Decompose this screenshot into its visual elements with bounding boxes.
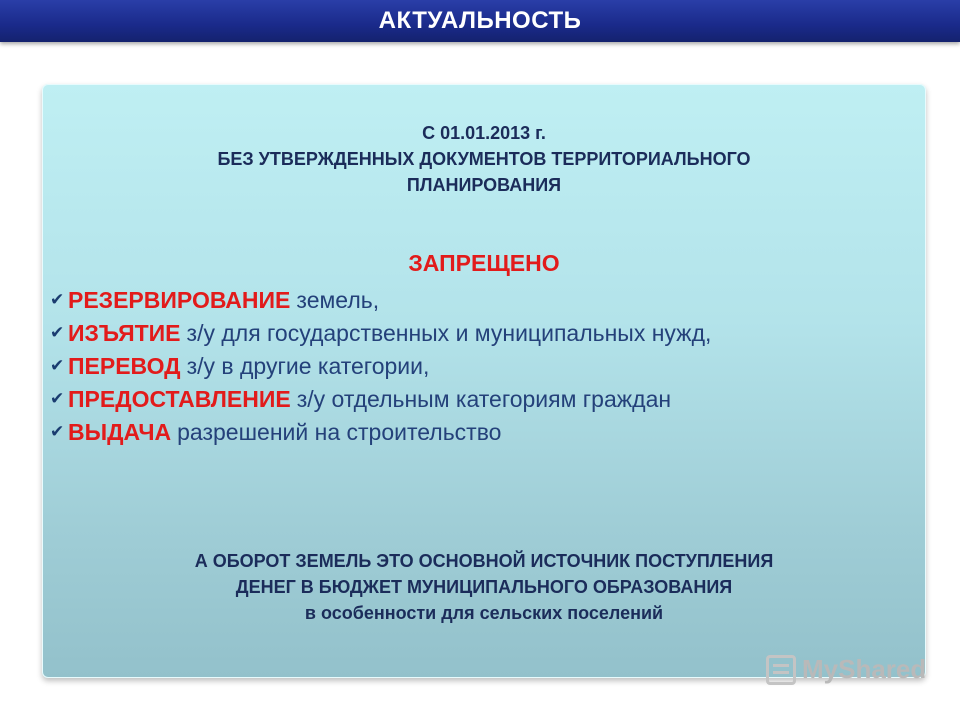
title-bar: [0, 0, 960, 42]
item-keyword: ИЗЪЯТИЕ: [68, 320, 181, 346]
item-keyword: ПРЕДОСТАВЛЕНИЕ: [68, 386, 291, 412]
footer-line-2: ДЕНЕГ В БЮДЖЕТ МУНИЦИПАЛЬНОГО ОБРАЗОВАНИЯ: [235, 577, 733, 597]
content-panel: [42, 84, 926, 678]
list-item: [50, 383, 920, 416]
checkmark-icon: ✔: [50, 389, 65, 409]
checkmark-icon: ✔: [50, 356, 65, 376]
item-keyword: РЕЗЕРВИРОВАНИЕ: [68, 287, 291, 313]
item-keyword: ВЫДАЧА: [68, 419, 172, 445]
list-item: [50, 284, 920, 317]
header-block: [42, 120, 926, 198]
header-line-1: БЕЗ УТВЕРЖДЕННЫХ ДОКУМЕНТОВ ТЕРРИТОРИАЛЬНОГО: [217, 149, 751, 169]
header-date: С 01.01.2013 г.: [422, 123, 546, 143]
list-item: [50, 416, 920, 449]
watermark: [766, 654, 926, 685]
watermark-text: MyShared: [802, 654, 927, 684]
item-text: разрешений на строительство: [177, 419, 502, 445]
presentation-board-icon: [766, 655, 796, 685]
slide-title: АКТУАЛЬНОСТЬ: [378, 7, 582, 34]
item-keyword: ПЕРЕВОД: [68, 353, 181, 379]
checkmark-icon: ✔: [50, 323, 65, 343]
footer-line-1: А ОБОРОТ ЗЕМЕЛЬ ЭТО ОСНОВНОЙ ИСТОЧНИК ПОСТУПЛЕНИЯ: [194, 551, 774, 571]
item-text: з/у в другие категории,: [186, 353, 430, 379]
forbidden-heading: ЗАПРЕЩЕНО: [408, 250, 560, 276]
checkmark-icon: ✔: [50, 290, 65, 310]
item-text: земель,: [296, 287, 380, 313]
list-item: [50, 317, 920, 350]
list-item: [50, 350, 920, 383]
footer-block: [42, 548, 926, 626]
forbidden-list: [50, 284, 920, 449]
header-line-2: ПЛАНИРОВАНИЯ: [406, 175, 562, 195]
item-text: з/у для государственных и муниципальных нужд,: [186, 320, 712, 346]
checkmark-icon: ✔: [50, 422, 65, 442]
item-text: з/у отдельным категориям граждан: [296, 386, 672, 412]
footer-line-3: в особенности для сельских поселений: [304, 603, 664, 623]
